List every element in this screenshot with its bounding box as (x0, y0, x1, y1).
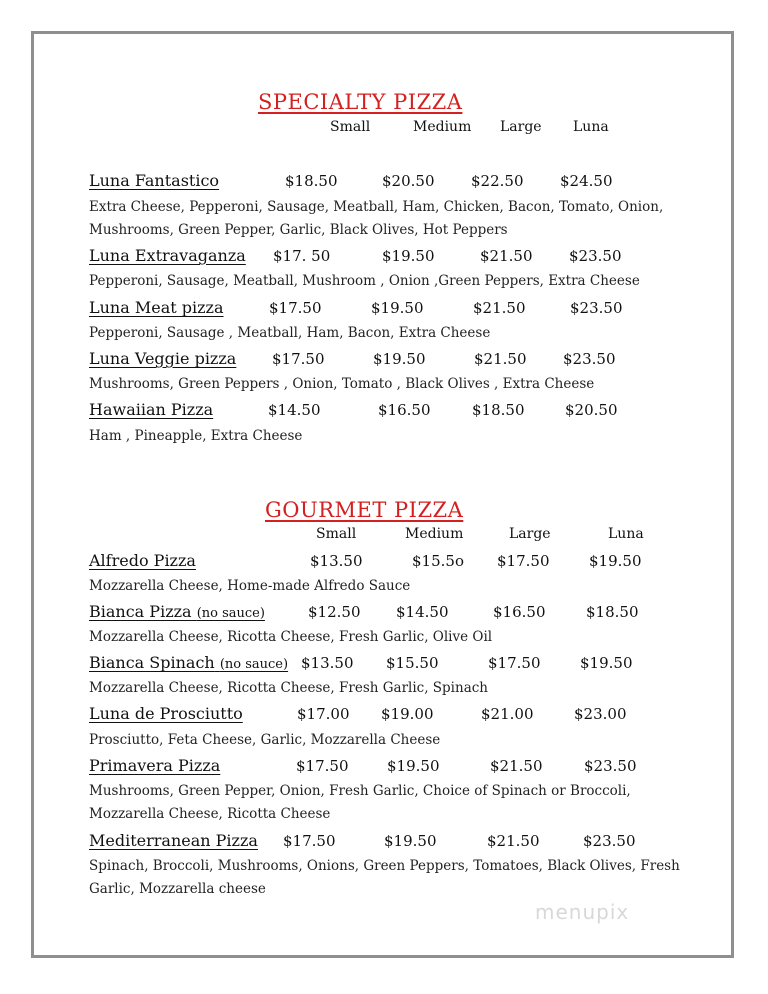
price-small: $12.50 (308, 603, 361, 621)
menu-item-name: Hawaiian Pizza (89, 400, 214, 419)
price-medium: $19.50 (371, 299, 424, 317)
menu-item-label: Luna de Prosciutto (89, 704, 243, 723)
gourmet-col-medium: Medium (405, 526, 464, 542)
menu-item-note: (no sauce) (219, 657, 289, 672)
specialty-col-large: Large (500, 119, 542, 135)
price-luna: $23.00 (574, 705, 627, 723)
price-luna: $23.50 (583, 832, 636, 850)
price-large: $21.00 (481, 705, 534, 723)
price-large: $21.50 (473, 299, 526, 317)
price-large: $18.50 (472, 401, 525, 419)
menu-item-desc: Extra Cheese, Pepperoni, Sausage, Meatball, Ham, Chicken, Bacon, Tomato, Onion, Mushrooms, Green Pepper, Garlic, Black Olives, Hot Peppers (89, 199, 664, 238)
price-luna: $18.50 (586, 603, 639, 621)
menu-item-name (89, 551, 196, 570)
price-medium: $19.50 (382, 247, 435, 265)
specialty-title: SPECIALTY PIZZA (258, 90, 463, 114)
price-large: $21.50 (487, 832, 540, 850)
menu-item-desc: Mozzarella Cheese, Ricotta Cheese, Fresh Garlic, Olive Oil (89, 629, 493, 645)
price-luna: $23.50 (570, 299, 623, 317)
price-small: $17.00 (297, 705, 350, 723)
menu-item-desc: Pepperoni, Sausage , Meatball, Ham, Bacon, Extra Cheese (89, 325, 491, 341)
menu-item-name (89, 704, 243, 723)
menu-item-desc: Ham , Pineapple, Extra Cheese (89, 428, 303, 444)
price-luna: $19.50 (589, 552, 642, 570)
menu-item-desc: Prosciutto, Feta Cheese, Garlic, Mozzarella Cheese (89, 732, 441, 748)
gourmet-col-small: Small (316, 526, 357, 542)
menu-item-desc: Mozzarella Cheese, Home-made Alfredo Sauce (89, 578, 411, 594)
specialty-col-small: Small (330, 119, 371, 135)
menu-item-name: Luna Extravaganza (89, 246, 246, 265)
price-luna: $24.50 (560, 172, 613, 190)
menu-item-name (89, 756, 220, 775)
menu-item-label: Primavera Pizza (89, 756, 221, 775)
price-large: $21.50 (490, 757, 543, 775)
menu-item-name (89, 602, 265, 621)
price-medium: $20.50 (382, 172, 435, 190)
menu-item-name (89, 831, 258, 850)
menu-item-name: Luna Meat pizza (89, 298, 224, 317)
price-small: $13.50 (310, 552, 363, 570)
price-small: $17. 50 (273, 247, 331, 265)
menu-item-note: (no sauce) (196, 606, 265, 621)
price-small: $13.50 (301, 654, 354, 672)
price-medium: $19.50 (384, 832, 437, 850)
price-large: $16.50 (493, 603, 546, 621)
menu-item-desc: Mozzarella Cheese, Ricotta Cheese, Fresh Garlic, Spinach (89, 680, 489, 696)
price-medium: $19.50 (387, 757, 440, 775)
specialty-col-luna: Luna (573, 119, 609, 135)
price-large: $22.50 (471, 172, 524, 190)
price-luna: $23.50 (584, 757, 637, 775)
menu-item-desc: Spinach, Broccoli, Mushrooms, Onions, Green Peppers, Tomatoes, Black Olives, Fresh Garlic, Mozzarella cheese (89, 858, 680, 897)
menu-item-label: Alfredo Pizza (89, 551, 196, 570)
price-medium: $15.50 (386, 654, 439, 672)
price-luna: $20.50 (565, 401, 618, 419)
price-large: $17.50 (488, 654, 541, 672)
gourmet-col-large: Large (509, 526, 551, 542)
specialty-col-medium: Medium (413, 119, 472, 135)
menu-item-desc: Mushrooms, Green Peppers , Onion, Tomato , Black Olives , Extra Cheese (89, 376, 595, 392)
price-small: $18.50 (285, 172, 338, 190)
gourmet-title: GOURMET PIZZA (265, 498, 464, 522)
price-small: $17.50 (272, 350, 325, 368)
menu-item-name (89, 653, 288, 672)
price-medium: $19.50 (373, 350, 426, 368)
price-small: $17.50 (283, 832, 336, 850)
menu-item-desc: Mushrooms, Green Pepper, Onion, Fresh Garlic, Choice of Spinach or Broccoli, Mozzarella Cheese, Ricotta Cheese (89, 783, 631, 822)
menu-item-label: Bianca Pizza (89, 602, 192, 621)
price-small: $14.50 (268, 401, 321, 419)
menu-item-desc: Pepperoni, Sausage, Meatball, Mushroom , Onion ,Green Peppers, Extra Cheese (89, 273, 640, 289)
price-large: $21.50 (480, 247, 533, 265)
price-medium: $15.5o (412, 552, 464, 570)
price-luna: $23.50 (569, 247, 622, 265)
price-luna: $19.50 (580, 654, 633, 672)
price-luna: $23.50 (563, 350, 616, 368)
menu-item-name: Luna Fantastico (89, 171, 220, 190)
menu-item-label: Mediterranean Pizza (89, 831, 258, 850)
price-medium: $16.50 (378, 401, 431, 419)
menupix-watermark: menupix (535, 900, 630, 924)
gourmet-col-luna: Luna (608, 526, 644, 542)
menu-item-name: Luna Veggie pizza (89, 349, 237, 368)
price-large: $21.50 (474, 350, 527, 368)
price-medium: $14.50 (396, 603, 449, 621)
price-small: $17.50 (269, 299, 322, 317)
price-small: $17.50 (296, 757, 349, 775)
menu-item-label: Bianca Spinach (89, 653, 215, 672)
price-large: $17.50 (497, 552, 550, 570)
price-medium: $19.00 (381, 705, 434, 723)
